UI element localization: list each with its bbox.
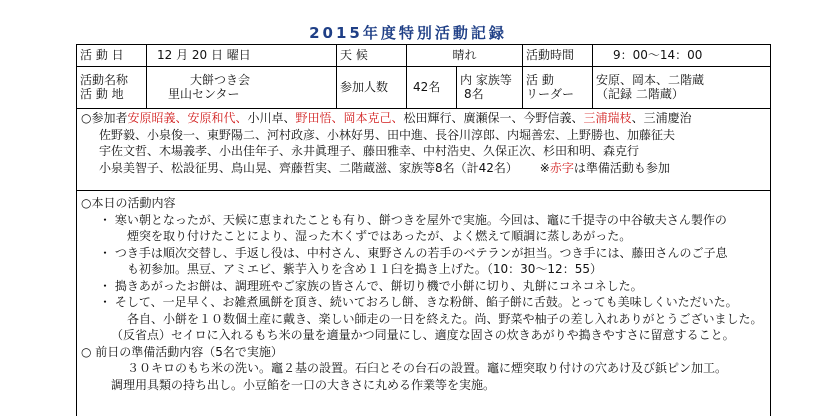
bullet-2a: ・ つき手は順次交替し、手返し役は、中村さん、東野さんの若手のベテランが担当。つき手には、藤田さんのご子息 <box>99 245 728 260</box>
participants-red-2: 野田悟、岡本克己、 <box>295 111 404 125</box>
name-place-values <box>147 67 337 108</box>
family-cell <box>457 67 523 108</box>
participants-line-4-main: 小泉美智子、松設征男、鳥山晃、齊藤哲実、二階蔵滋、家族等8名（計42名） <box>99 160 518 175</box>
participants-rest: 松田輝行、廣瀬保一、今野信義、 <box>403 111 584 125</box>
participants-red-1: 安原昭義、安原和代、 <box>127 111 248 125</box>
leader-label-bottom: リーダー <box>526 87 575 101</box>
prep-heading: ○ 前日の準備活動内容（5名で実施） <box>81 344 283 359</box>
bullet-1a: ・ 寒い朝となったが、天候に恵まれたことも有り、餅つきを屋外で実施。今回は、竈に千提寺の中谷敏夫さん製作の <box>99 212 727 227</box>
participants-red-3: 三浦瑞枝 <box>583 111 632 125</box>
document-title: 2015年度特別活動記録 <box>309 24 507 42</box>
time-label: 活動時間 <box>523 45 593 66</box>
bullet-4c: （反省点）セイロに入れるもち米の量を適量かつ同量にし、適度な固さの炊きあがりや搗きやすさに留意すること。 <box>111 328 735 342</box>
activity-notes <box>81 195 766 393</box>
participants-tail: 、三浦慶治 <box>631 111 692 125</box>
participants-line-2: 佐野毅、小泉俊一、東野陽二、河村政彦、小林好男、田中進、長谷川淳郎、内堀善宏、上野勝也、加藤征夫 <box>99 127 676 142</box>
participants-line-4 <box>81 160 766 177</box>
leader-label-top: 活 動 <box>526 73 554 87</box>
leader-label-cell <box>523 67 593 108</box>
time-value: 9：00～14：00 <box>613 48 703 62</box>
weather-value: 晴れ <box>407 45 523 66</box>
count-total: 42名 <box>407 67 457 108</box>
bullet-3: ・ 搗きあがったお餅は、調理班やご家族の皆さんで、餅切り機で小餅に切り、丸餅にコネコネした。 <box>99 278 643 293</box>
activities-heading: ○本日の活動内容 <box>81 196 176 210</box>
red-note-highlight: 赤字 <box>549 160 574 175</box>
weather-label: 天 候 <box>337 45 407 66</box>
activity-place-label: 活 動 地 <box>80 87 124 101</box>
prep-line-1: ３０キロのもち米の洗い。竈２基の設置。石臼とその台石の設置。竈に煙突取り付けの穴あけ及び鋲ピン加工。 <box>127 361 728 375</box>
red-note-suffix: は準備活動も参加 <box>573 160 670 175</box>
prep-line-2: 調理用具類の持ち出し。小豆餡を一口の大きさに丸める作業等を実施。 <box>111 377 496 392</box>
participants-line-3: 宇佐文哲、木場義孝、小出佳年子、永井眞理子、藤田雅幸、中村浩史、久保正次、杉田和明、森克行 <box>99 144 640 158</box>
participants-mid: 小川卓、 <box>247 111 296 125</box>
red-note-prefix: ※ <box>539 160 550 175</box>
leader-value-cell <box>593 67 772 108</box>
activity-record-sheet <box>76 44 771 416</box>
date-label: 活 動 日 <box>77 45 147 66</box>
participants-prefix: ○参加者 <box>81 111 128 125</box>
participants-block <box>77 109 770 191</box>
participants-line-1 <box>81 110 766 127</box>
activity-name-label: 活動名称 <box>80 73 129 87</box>
leader-names: 安原、岡本、二階蔵 <box>596 73 705 87</box>
name-place-labels <box>77 67 147 108</box>
recorder-name: （記録 二階蔵） <box>596 87 684 101</box>
bullet-4a: ・ そして、一足早く、お雑煮風餅を頂き、続いておろし餅、きな粉餅、餡子餅に舌鼓。とっても美味しくいただいた。 <box>99 295 738 309</box>
count-label: 参加人数 <box>337 67 407 108</box>
bullet-2b: も初参加。黒豆、アミエビ、紫芋入りを含め１１臼を搗き上げた。（10：30～12：55） <box>127 262 602 276</box>
activity-place-value: 里山センター <box>168 87 240 101</box>
bullet-1b: 煙突を取り付けたことにより、湿った木くずではあったが、よく燃えて順調に蒸しあがった。 <box>127 229 632 243</box>
participants-text <box>81 110 766 176</box>
red-note <box>522 161 670 175</box>
activity-row <box>77 67 770 109</box>
date-row <box>77 45 770 67</box>
bullet-4b: 各自、小餅を１０数個土産に戴き、楽しい師走の一日を終えた。尚、野菜や柚子の差し入れありがとうございました。 <box>127 311 763 326</box>
family-label: 内 家族等 <box>460 73 512 87</box>
date-value: 12 月 20 日 曜日 <box>147 45 337 66</box>
family-value: 8名 <box>464 87 484 101</box>
activity-name-value: 大餅つき会 <box>190 73 251 87</box>
